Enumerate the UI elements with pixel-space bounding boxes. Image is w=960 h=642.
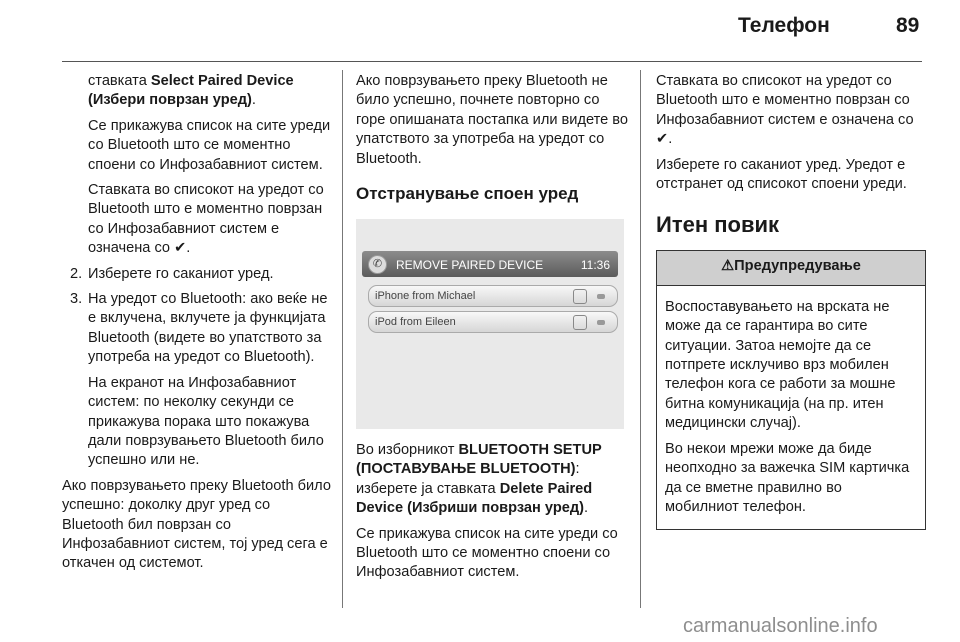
section-heading: Итен повик [656,212,780,238]
page-number: 89 [896,14,920,37]
warning-icon: ⚠ [721,258,735,275]
header-title: Телефон [738,14,830,37]
header-rule [62,61,922,62]
paragraph: Ставката во списокот на уредот со Bluetooth што е моментно поврзан со Инфозабавниот систем е означена со ✔. [88,182,324,257]
paragraph: Во изборникот BLUETOOTH SETUP (ПОСТАВУВАЊЕ BLUETOOTH): изберете ја ставката Delete Paired Device (Избриши поврзан уред). [356,442,602,517]
screen-title: REMOVE PAIRED DEVICE [396,258,544,273]
section-heading: Отстранување споен уред [356,184,579,204]
paragraph: Воспоставувањето на врската не може да се гарантира во сите ситуации. Затоа немојте да се потпрете исклучиво врз мобилен телефон кога се работи за мошне битна комуникација (на пр. итен медицински случај). [665,298,896,432]
paragraph: Изберете го саканиот уред. Уредот е отстранет од списокот споени уреди. [656,156,907,193]
link-icon [597,320,605,325]
screen-title-bar [362,251,618,277]
paragraph: На екранот на Инфозабавниот систем: по неколку секунди се прикажува порака што покажува дали поврзувањето Bluetooth било успешно или не. [88,374,324,469]
link-icon [597,294,605,299]
list-item: iPhone from Michael [368,285,618,307]
infotainment-screenshot [356,219,624,429]
column-3 [656,72,928,530]
column-1 [62,72,334,580]
column-divider [342,70,343,608]
screen-time: 11:36 [580,258,610,273]
column-2 [356,72,628,589]
warning-box [656,250,926,530]
paragraph: Во некои мрежи може да биде неопходно за важечка SIM картичка да се вметне правилно во мобилниот телефон. [665,440,910,515]
warning-title: Предупредување [734,258,861,275]
paragraph: Ставката во списокот на уредот со Bluetooth што е моментно поврзан со Инфозабавниот систем е означена со ✔. [656,73,914,148]
device-icon [573,315,587,330]
watermark: carmanualsonline.info [683,615,878,637]
paragraph: Ако поврзувањето преку Bluetooth не било успешно, почнете повторно со горе опишаната постапка или видете во упатството за употреба на уредот со Bluetooth. [356,73,629,167]
list-item: iPod from Eileen [368,311,618,333]
warning-header [657,251,925,285]
column-divider [640,70,641,608]
paragraph: Се прикажува список на сите уреди со Bluetooth што се моментно споени со Инфозабавниот систем. [88,117,331,173]
phone-icon: ✆ [368,255,387,274]
paragraph: Се прикажува список на сите уреди со Bluetooth што се моментно споени со Инфозабавниот систем. [356,525,618,581]
step-3: 3. На уредот со Bluetooth: ако веќе не е вклучена, вклучете ја функцијата Bluetooth (видете во упатството за употреба на уредот со Bluetooth). [70,291,328,366]
paragraph: ставката Select Paired Device (Избери поврзан уред). [88,73,294,109]
step-2: 2. Изберете го саканиот уред. [70,265,274,282]
device-icon [573,289,587,304]
paragraph: Ако поврзувањето преку Bluetooth било успешно: доколку друг уред со Bluetooth бил поврзан со Инфозабавниот систем, тој уред сега е откачен од системот. [62,477,331,572]
warning-body [657,286,925,529]
